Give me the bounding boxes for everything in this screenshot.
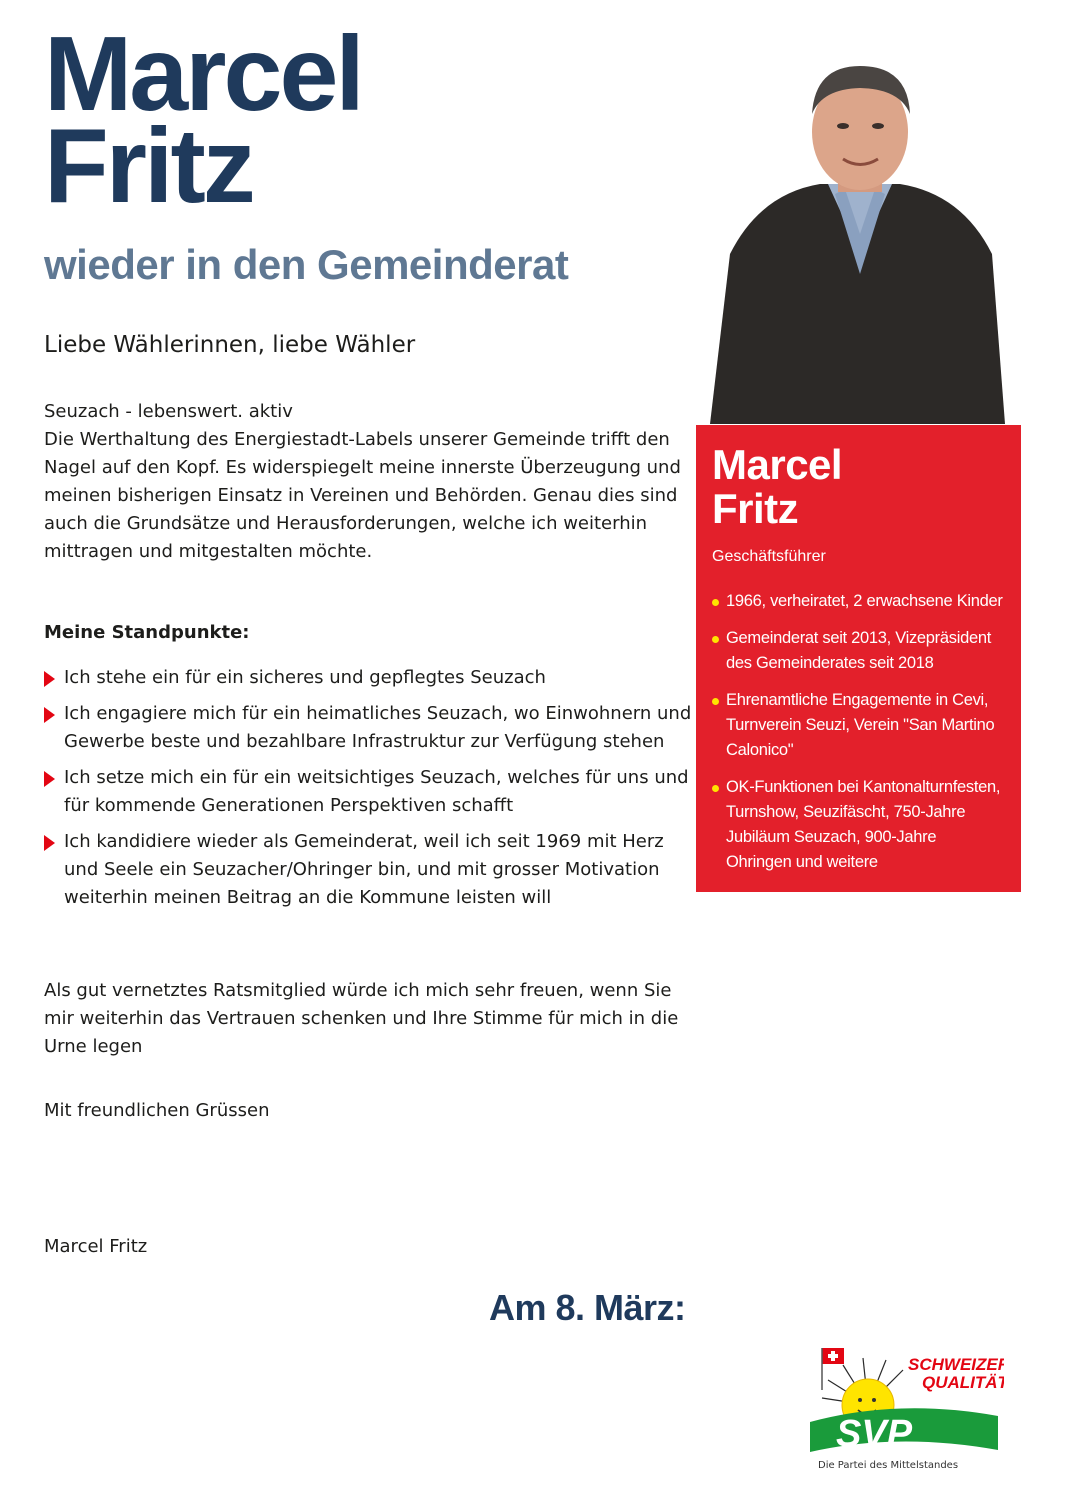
card-first-name: Marcel xyxy=(712,441,843,488)
list-item xyxy=(44,828,694,912)
standpoint-text: Ich setze mich ein für ein weitsichtiges Seuzach, welches für uns und für kommende Generationen Perspektiven schafft xyxy=(64,767,689,816)
logo-tagline-bottom: QUALITÄT xyxy=(922,1373,1004,1392)
bullet-dot-icon xyxy=(712,698,719,705)
fact-text: OK-Funktionen bei Kantonalturnfesten, Turnshow, Seuzifäscht, 750-Jahre Jubiläum Seuzach, 900-Jahre Ohringen und weitere xyxy=(726,778,1001,871)
card-name xyxy=(712,443,1003,531)
logo-claim: Die Partei des Mittelstandes xyxy=(818,1460,959,1471)
svp-logo xyxy=(808,1340,1004,1475)
closing-text: Als gut vernetztes Ratsmitglied würde ich mich sehr freuen, wenn Sie mir weiterhin das Vertrauen schenken und Ihre Stimme für mich in die Urne legen xyxy=(44,980,679,1057)
list-item xyxy=(712,775,1003,875)
list-item xyxy=(44,664,694,692)
card-role: Geschäftsführer xyxy=(712,548,826,565)
logo-party-name: SVP xyxy=(836,1413,913,1455)
list-item xyxy=(712,589,1003,614)
fact-text: Gemeinderat seit 2013, Vizepräsident des Gemeinderates seit 2018 xyxy=(726,629,991,672)
svp-logo-graphic xyxy=(808,1340,1004,1475)
triangle-bullet-icon xyxy=(44,707,55,723)
intro-body: Die Werthaltung des Energiestadt-Labels unserer Gemeinde trifft den Nagel auf den Kopf. Es widerspiegelt meine innerste Überzeugung und meinen bisherigen Einsatz in Vereinen und Behörden. Genau dies sind auch die Grundsätze und Herausforderungen, welche ich weiterhin mittragen und mitgestalten möchte. xyxy=(44,429,681,562)
election-date: Am 8. März: xyxy=(489,1287,686,1328)
intro-text xyxy=(44,398,684,566)
standpoint-text: Ich engagiere mich für ein heimatliches Seuzach, wo Einwohnern und Gewerbe beste und bezahlbare Infrastruktur zur Verfügung stehen xyxy=(64,703,692,752)
subtitle: wieder in den Gemeinderat xyxy=(44,241,569,288)
card-last-name: Fritz xyxy=(712,485,799,532)
standpoint-text: Ich kandidiere wieder als Gemeinderat, weil ich seit 1969 mit Herz und Seele ein Seuzacher/Ohringer bin, und mit grosser Motivation weiterhin meinen Beitrag an die Kommune leisten will xyxy=(64,831,664,908)
title-last-name: Fritz xyxy=(44,107,253,225)
list-item xyxy=(712,688,1003,763)
signature: Marcel Fritz xyxy=(44,1236,148,1257)
fact-text: Ehrenamtliche Engagemente in Cevi, Turnverein Seuzi, Verein "San Martino Calonico" xyxy=(726,691,995,759)
slogan: Seuzach - lebenswert. aktiv xyxy=(44,401,293,422)
candidate-name-title xyxy=(44,15,362,225)
bullet-dot-icon xyxy=(712,636,719,643)
candidate-info-card xyxy=(696,425,1021,892)
fact-text: 1966, verheiratet, 2 erwachsene Kinder xyxy=(726,592,1003,610)
list-item xyxy=(712,626,1003,676)
candidate-photo xyxy=(700,44,1020,424)
bullet-dot-icon xyxy=(712,785,719,792)
bullet-dot-icon xyxy=(712,599,719,606)
title-first-name: Marcel xyxy=(44,15,362,133)
logo-tagline-top: SCHWEIZER xyxy=(908,1355,1004,1374)
standpoints-heading: Meine Standpunkte: xyxy=(44,622,250,643)
list-item xyxy=(44,700,694,756)
triangle-bullet-icon xyxy=(44,835,55,851)
portrait-illustration xyxy=(700,44,1020,424)
standpoints-list xyxy=(44,664,694,920)
triangle-bullet-icon xyxy=(44,771,55,787)
greeting: Liebe Wählerinnen, liebe Wähler xyxy=(44,332,416,358)
list-item xyxy=(44,764,694,820)
standpoint-text: Ich stehe ein für ein sicheres und gepflegtes Seuzach xyxy=(64,667,546,688)
triangle-bullet-icon xyxy=(44,671,55,687)
regards: Mit freundlichen Grüssen xyxy=(44,1100,270,1121)
card-facts-list xyxy=(712,589,1003,875)
